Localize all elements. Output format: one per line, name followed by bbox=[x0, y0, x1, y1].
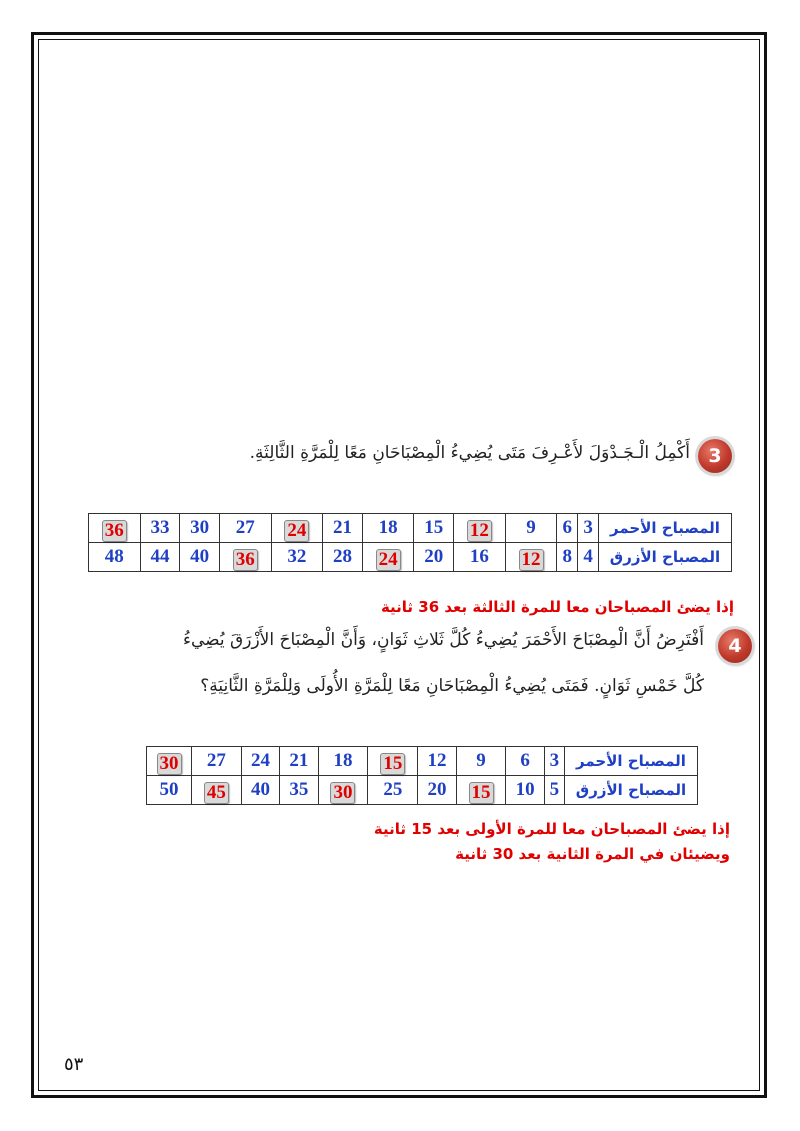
q4-cell: 30 bbox=[318, 776, 368, 805]
q3-answer: إذا يضئ المصباحان معا للمرة الثالثة بعد 36 ثانية bbox=[380, 598, 734, 616]
q3-cell: 12 bbox=[505, 543, 557, 572]
page-number: ٥٣ bbox=[64, 1054, 84, 1075]
q3-cell: 4 bbox=[578, 543, 599, 572]
table-row-blue bbox=[89, 543, 732, 572]
q3-cell: 36 bbox=[89, 514, 141, 543]
q4-cell: 25 bbox=[368, 776, 418, 805]
q3-cell: 15 bbox=[414, 514, 454, 543]
q4-answer-line-1: إذا يضئ المصباحان معا للمرة الأولى بعد 15 ثانية bbox=[373, 820, 730, 838]
q3-cell: 9 bbox=[505, 514, 557, 543]
q3-cell: 24 bbox=[271, 514, 323, 543]
q4-cell: 40 bbox=[241, 776, 279, 805]
q3-cell: 24 bbox=[362, 543, 414, 572]
q3-cell: 30 bbox=[180, 514, 220, 543]
q4-cell: 12 bbox=[418, 747, 456, 776]
question-3-number-badge: 3 bbox=[698, 439, 732, 473]
q4-cell: 27 bbox=[192, 747, 242, 776]
q3-cell: 40 bbox=[180, 543, 220, 572]
q4-cell: 5 bbox=[544, 776, 564, 805]
q3-cell: 36 bbox=[219, 543, 271, 572]
q4-cell: 45 bbox=[192, 776, 242, 805]
q3-cell: 28 bbox=[323, 543, 363, 572]
q3-cell: 48 bbox=[89, 543, 141, 572]
q4-cell: 35 bbox=[280, 776, 318, 805]
q3-cell: 6 bbox=[557, 514, 578, 543]
question-4-text-line-2: كُلَّ خَمْسِ ثَوَانٍ. فَمَتَى يُضِيءُ الْمِصْبَاحَانِ مَعًا لِلْمَرَّةِ الأُولَى وَلِلْمَرَّةِ الثَّانِيَةِ؟ bbox=[200, 676, 704, 696]
q3-cell: 44 bbox=[140, 543, 180, 572]
q4-cell: 18 bbox=[318, 747, 368, 776]
q4-cell: 24 bbox=[241, 747, 279, 776]
table-row-red bbox=[147, 747, 698, 776]
q4-table bbox=[146, 746, 698, 805]
q3-cell: 32 bbox=[271, 543, 323, 572]
table-row-red bbox=[89, 514, 732, 543]
q4-cell: 3 bbox=[544, 747, 564, 776]
table-row-blue bbox=[147, 776, 698, 805]
q3-cell: 33 bbox=[140, 514, 180, 543]
q3-cell: 27 bbox=[219, 514, 271, 543]
q3-cell: 8 bbox=[557, 543, 578, 572]
q3-cell: 20 bbox=[414, 543, 454, 572]
q3-cell: 21 bbox=[323, 514, 363, 543]
row-label-blue: المصباح الأزرق bbox=[599, 543, 732, 572]
q3-cell: 18 bbox=[362, 514, 414, 543]
q3-table bbox=[88, 513, 732, 572]
q4-cell: 9 bbox=[456, 747, 506, 776]
q4-cell: 15 bbox=[456, 776, 506, 805]
q3-cell: 12 bbox=[454, 514, 506, 543]
question-4-number-badge: 4 bbox=[718, 629, 752, 663]
q3-cell: 3 bbox=[578, 514, 599, 543]
q4-cell: 50 bbox=[147, 776, 192, 805]
row-label-red: المصباح الأحمر bbox=[565, 747, 698, 776]
question-3-text: أَكْمِلُ الْـجَـدْوَلَ لأَعْـرِفَ مَتَى يُضِيءُ الْمِصْبَاحَانِ مَعًا لِلْمَرَّةِ الثَّالِثَةِ. bbox=[249, 443, 690, 463]
q3-cell: 16 bbox=[454, 543, 506, 572]
q4-cell: 10 bbox=[506, 776, 544, 805]
q4-cell: 6 bbox=[506, 747, 544, 776]
question-4-text-line-1: أَفْتَرِضُ أَنَّ الْمِصْبَاحَ الأَحْمَرَ يُضِيءُ كُلَّ ثَلاثِ ثَوَانٍ، وَأَنَّ الْمِصْبَاحَ الأَزْرَقَ يُضِيءُ bbox=[183, 630, 704, 650]
q4-cell: 15 bbox=[368, 747, 418, 776]
row-label-blue: المصباح الأزرق bbox=[565, 776, 698, 805]
q4-cell: 20 bbox=[418, 776, 456, 805]
row-label-red: المصباح الأحمر bbox=[599, 514, 732, 543]
q4-cell: 30 bbox=[147, 747, 192, 776]
q4-cell: 21 bbox=[280, 747, 318, 776]
q4-answer-line-2: ويضيئان في المرة الثانية بعد 30 ثانية bbox=[455, 845, 730, 863]
